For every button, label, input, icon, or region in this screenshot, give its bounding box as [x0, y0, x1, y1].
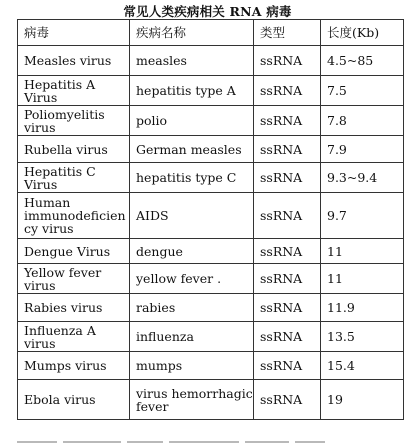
table-row	[18, 239, 404, 264]
column-header-length: 长度(Kb)	[321, 20, 404, 46]
table-row	[18, 136, 404, 163]
length-cell: 7.8	[321, 106, 404, 136]
length-cell: 13.5	[321, 322, 404, 352]
virus-name-cell: Hepatitis A Virus	[18, 76, 130, 106]
length-cell: 7.5	[321, 76, 404, 106]
disease-name-cell: mumps	[130, 352, 254, 380]
disease-name-cell: hepatitis type C	[130, 163, 254, 193]
table-row	[18, 46, 404, 76]
cropped-text-fragment	[17, 436, 403, 445]
type-cell: ssRNA	[254, 239, 321, 264]
table-row	[18, 322, 404, 352]
disease-name-cell: polio	[130, 106, 254, 136]
type-cell: ssRNA	[254, 322, 321, 352]
disease-name-cell: measles	[130, 46, 254, 76]
virus-name-cell: Measles virus	[18, 46, 130, 76]
length-cell: 9.3~9.4	[321, 163, 404, 193]
type-cell: ssRNA	[254, 46, 321, 76]
length-cell: 4.5~85	[321, 46, 404, 76]
table-row	[18, 294, 404, 322]
type-cell: ssRNA	[254, 294, 321, 322]
virus-name-cell: Rubella virus	[18, 136, 130, 163]
virus-name-cell: Human immunodeficiency virus	[18, 193, 130, 239]
table-row	[18, 264, 404, 294]
table-row	[18, 380, 404, 420]
type-cell: ssRNA	[254, 380, 321, 420]
column-header-type: 类型	[254, 20, 321, 46]
length-cell: 11	[321, 239, 404, 264]
table-header-row	[18, 20, 404, 46]
length-cell: 7.9	[321, 136, 404, 163]
type-cell: ssRNA	[254, 136, 321, 163]
disease-name-cell: influenza	[130, 322, 254, 352]
disease-name-cell: rabies	[130, 294, 254, 322]
length-cell: 9.7	[321, 193, 404, 239]
table-row	[18, 352, 404, 380]
table-row	[18, 193, 404, 239]
column-header-virus: 病毒	[18, 20, 130, 46]
type-cell: ssRNA	[254, 193, 321, 239]
virus-name-cell: Dengue Virus	[18, 239, 130, 264]
type-cell: ssRNA	[254, 352, 321, 380]
virus-name-cell: Mumps virus	[18, 352, 130, 380]
type-cell: ssRNA	[254, 163, 321, 193]
virus-name-cell: Influenza A virus	[18, 322, 130, 352]
table-row	[18, 106, 404, 136]
length-cell: 11.9	[321, 294, 404, 322]
rna-virus-table	[17, 19, 404, 420]
disease-name-cell: hepatitis type A	[130, 76, 254, 106]
length-cell: 15.4	[321, 352, 404, 380]
disease-name-cell: German measles	[130, 136, 254, 163]
type-cell: ssRNA	[254, 106, 321, 136]
disease-name-cell: AIDS	[130, 193, 254, 239]
document-title: 常见人类疾病相关 RNA 病毒	[123, 4, 292, 19]
type-cell: ssRNA	[254, 76, 321, 106]
type-cell: ssRNA	[254, 264, 321, 294]
disease-name-cell: dengue	[130, 239, 254, 264]
virus-name-cell: Poliomyelitis virus	[18, 106, 130, 136]
disease-name-cell: yellow fever .	[130, 264, 254, 294]
column-header-disease: 疾病名称	[130, 20, 254, 46]
virus-name-cell: Yellow fever virus	[18, 264, 130, 294]
length-cell: 11	[321, 264, 404, 294]
table-row	[18, 163, 404, 193]
virus-name-cell: Rabies virus	[18, 294, 130, 322]
virus-name-cell: Ebola virus	[18, 380, 130, 420]
table-row	[18, 76, 404, 106]
disease-name-cell: virus hemorrhagic fever	[130, 380, 254, 420]
virus-name-cell: Hepatitis C Virus	[18, 163, 130, 193]
length-cell: 19	[321, 380, 404, 420]
